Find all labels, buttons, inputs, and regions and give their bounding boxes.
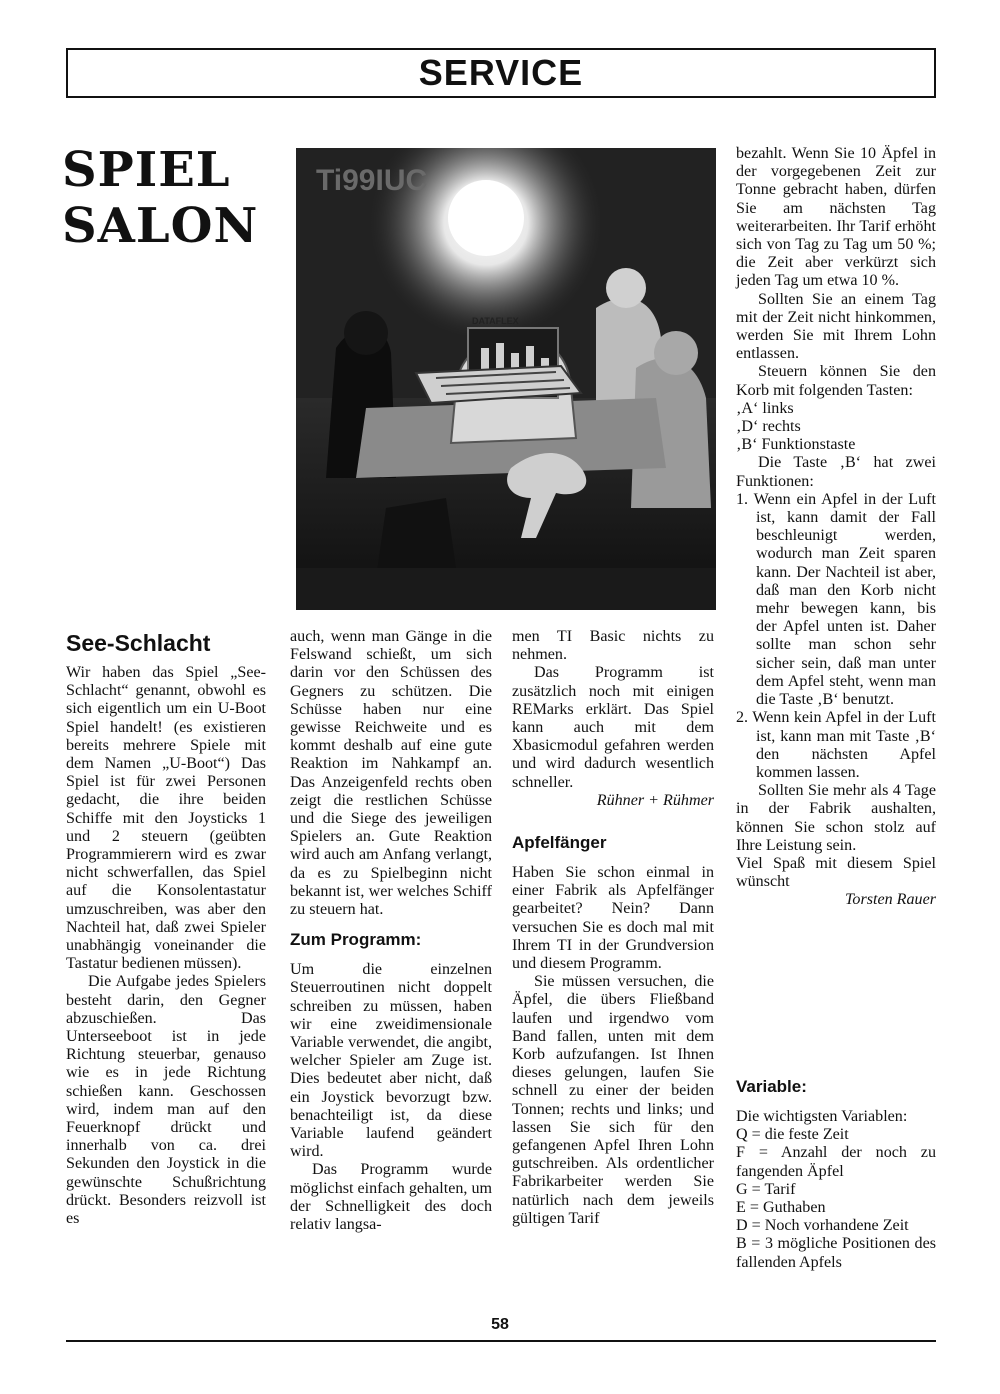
column-1 <box>66 630 266 1228</box>
column-3 <box>512 628 714 1228</box>
paragraph: men TI Basic nichts zu nehmen. <box>512 628 714 664</box>
column-4 <box>736 145 936 910</box>
main-title-line-1: SPIEL <box>62 142 231 198</box>
article-heading-apfelfaenger: Apfelfänger <box>512 833 607 853</box>
paragraph: auch, wenn man Gänge in die Felswand schießt, um sich darin vor den Schüssen des Gegners zu schützen. Die Schüsse haben nur eine gewisse Reichweite und es kommt deshalb auf eine gute Reaktion im Nahkampf an. Das Anzeigenfeld rechts oben zeigt die restlichen Schüsse und die Siege des jeweiligen Spielers an. Gute Reaktion wird auch am Anfang verlangt, da es zu Spielbeginn nicht bekannt ist, wer welches Schiff zu steuern hat. <box>290 628 492 919</box>
paragraph: Haben Sie schon einmal in einer Fabrik als Apfelfänger gearbeitet? Nein? Dann versuchen Sie es doch mal mit Ihrem TI in der Grundversion und diesem Programm. <box>512 864 714 973</box>
paragraph: Wir haben das Spiel „See-Schlacht“ genannt, obwohl es sich eigentlich um ein U-Boot Spiel handelt! (es existieren bereits mehrere Spiele mit dem Namen „U-Boot“) Das Spiel ist für zwei Personen gedacht, die ihre beiden Schiffe mit den Joysticks 1 und 2 steuern (geübten Programmierern wird es zwar nicht schwerfallen, das Spiel auf die Konsolentastatur umzuschreiben, was aber den Nachteil hat, daß zwei Spieler unabhängig voneinander die Tastatur bedienen müssen). <box>66 664 266 973</box>
variable-item: E = Guthaben <box>736 1199 826 1217</box>
signature: Rühner + Rühmer <box>596 791 714 809</box>
paragraph: Die Aufgabe jedes Spielers besteht darin, den Gegner abzuschießen. Das Unterseeboot ist in jede Richtung steuerbar, genauso wie es in jede Richtung schießen kann. Geschossen wird, indem man auf den Feuerknopf drückt und innerhalb von ca. drei Sekunden den Joystick in die gewünschte Schußrichtung drückt. Besonders reizvoll ist es <box>66 973 266 1228</box>
key-item: ‚A‘ links <box>736 399 794 417</box>
main-title <box>62 142 302 254</box>
variable-item: G = Tarif <box>736 1180 796 1198</box>
key-item: ‚B‘ Funktionstaste <box>736 436 856 454</box>
footer-rule <box>66 1340 936 1342</box>
paragraph: Sollten Sie an einem Tag mit der Zeit nicht hinkommen, werden Sie mit Ihrem Lohn entlassen. <box>736 290 936 363</box>
variable-item: D = Noch vorhandene Zeit <box>736 1217 909 1235</box>
variable-item: B = 3 mögliche Positionen des fallenden Apfels <box>736 1235 936 1271</box>
paragraph: Viel Spaß mit diesem Spiel wünscht <box>736 854 936 891</box>
paragraph: Die Taste ‚B‘ hat zwei Funktionen: <box>736 454 936 490</box>
function-item: 2. Wenn kein Apfel in der Luft ist, kann man mit Taste ‚B‘ den nächsten Apfel kommen lassen. <box>736 709 936 781</box>
variables-section <box>736 1076 936 1272</box>
photo-sign-text: Ti99IUC <box>316 164 428 197</box>
paragraph: Das Programm wurde möglichst einfach gehalten, um der Schnelligkeit des doch relativ langsa- <box>290 1161 493 1234</box>
paragraph: Sie müssen versuchen, die Äpfel, die übers Fließband laufen und irgendwo vom Band fallen, unten mit dem Korb aufzufangen. Ist Ihnen dieses gelungen, laufen Sie schnell zu einer der beiden Tonnen; rechts und links; und lassen Sie sich für den gefangenen Apfel Ihren Lohn gutschreiben. Als ordentlicher Fabrikarbeiter werden Sie natürlich nach dem jeweils gültigen Tarif <box>512 973 714 1227</box>
variables-heading: Variable: <box>736 1077 807 1096</box>
arcade-photo <box>296 148 716 610</box>
page-number: 58 <box>491 1316 509 1333</box>
key-item: ‚D‘ rechts <box>736 418 801 436</box>
column-2 <box>290 628 492 1234</box>
paragraph: Um die einzelnen Steuerroutinen nicht doppelt schreiben zu müssen, haben wir eine zweidimensionale Variable verwendet, die angibt, welcher Spieler am Zuge ist. Dies bedeutet aber nicht, daß ein Joystick bevorzugt bzw. benachteiligt ist, da diese Variable laufend geändert wird. <box>290 961 492 1161</box>
paragraph: Das Programm ist zusätzlich noch mit einigen REMarks erklärt. Das Spiel kann auch mit dem Xbasicmodul gefahren werden und wird dadurch wesentlich schneller. <box>512 664 714 791</box>
section-title: SERVICE <box>418 52 584 93</box>
paragraph: bezahlt. Wenn Sie 10 Äpfel in der vorgegebenen Zeit zur Tonne gebracht haben, dürfen Sie am nächsten Tag weiterarbeiten. Ihr Tarif erhöht sich von Tag zu Tag um 50 %; die Zeit aber verkürzt sich jeden Tag um etwa 10 %. <box>736 145 936 290</box>
variable-item: F = Anzahl der noch zu fangenden Äpfel <box>736 1144 936 1180</box>
main-title-line-2: SALON <box>62 198 259 254</box>
section-header <box>66 48 936 98</box>
article-heading-see-schlacht: See-Schlacht <box>66 630 211 656</box>
function-item: 1. Wenn ein Apfel in der Luft ist, kann damit der Fall beschleunigt werden, wodurch man Zeit sparen kann. Der Nachteil ist aber, daß man den Korb nicht mehr bewegen kann, bis der Apfel unten ist. Daher sollte man schon sehr sicher sein, daß man unter dem Apfel steht, wenn man die Taste ‚B‘ benutzt. <box>736 490 936 709</box>
signature: Torsten Rauer <box>844 891 936 909</box>
paragraph: Steuern können Sie den Korb mit folgenden Tasten: <box>736 363 936 399</box>
variable-item: Q = die feste Zeit <box>736 1126 849 1144</box>
paragraph: Sollten Sie mehr als 4 Tage in der Fabrik aushalten, können Sie schon stolz auf Ihre Leistung sein. <box>736 782 936 854</box>
variables-intro: Die wichtigsten Variablen: <box>736 1108 908 1125</box>
computer-screen-label: DATAFLEX <box>472 316 519 326</box>
photo-illustration <box>296 148 716 610</box>
subheading-zum-programm: Zum Programm: <box>290 930 422 950</box>
